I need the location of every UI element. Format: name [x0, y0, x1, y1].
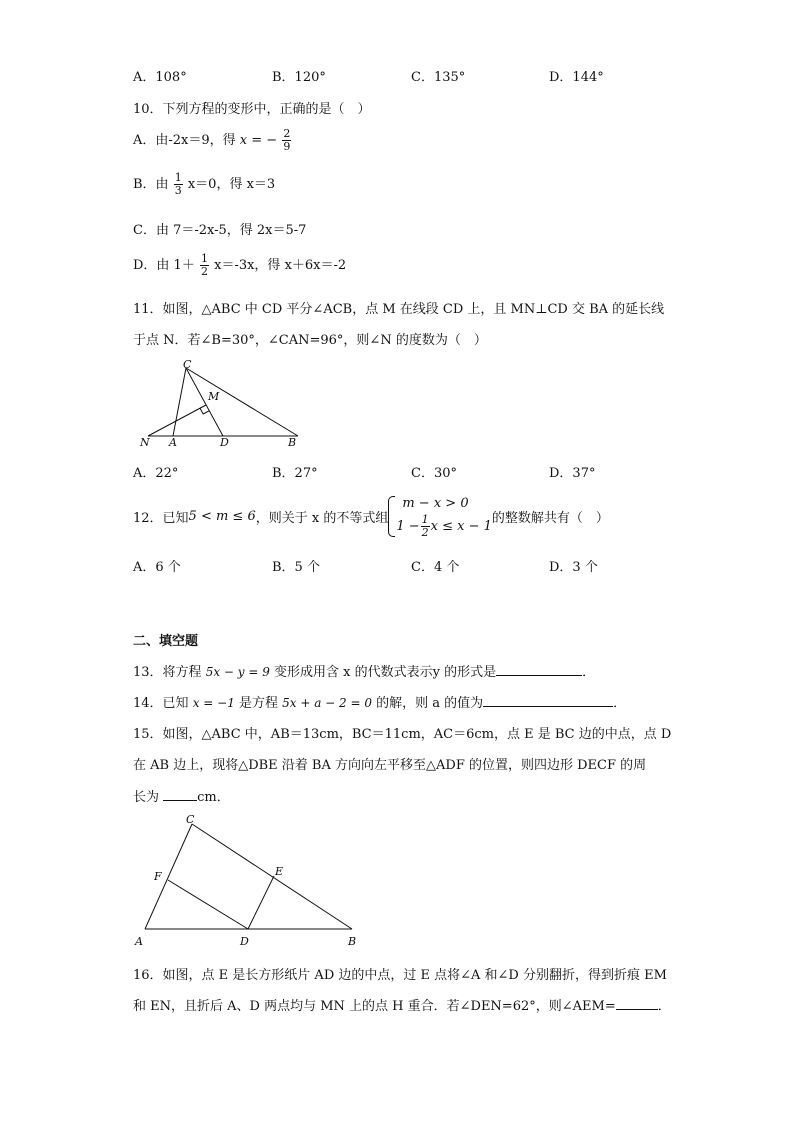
q15-label-b: B — [348, 935, 357, 948]
q11-label-c: C — [183, 358, 192, 371]
q14-equation: 5x + a − 2 = 0 — [282, 696, 373, 710]
q11-line-nm — [148, 405, 206, 436]
q15-figure — [130, 812, 370, 952]
q10-option-c: C．由 7＝-2x-5，得 2x＝5-7 — [133, 223, 307, 238]
q11-option-c: C．30° — [411, 466, 457, 481]
q12-sys-fraction — [421, 514, 430, 539]
q12-sys-row2-b: x ≤ x − 1 — [430, 518, 492, 534]
q12-option-c: C．4 个 — [411, 560, 460, 575]
q10-option-d — [133, 253, 346, 278]
q14-c: 的解，则 a 的值为 — [376, 696, 484, 711]
q15-line3-b: cm． — [197, 790, 230, 805]
q11-line-cb — [186, 368, 298, 436]
q12-mid: ，则关于 x 的不等式组 — [255, 510, 389, 526]
q14-a: 14．已知 — [133, 696, 189, 711]
q15-line-cb — [192, 824, 352, 929]
q16-line2-text: 和 EN，且折后 A、D 两点均与 MN 上的点 H 重合．若∠DEN=62°，则∠AEM= — [133, 999, 616, 1014]
q15-line-ac — [145, 824, 192, 929]
q12-inequality-system — [388, 494, 492, 539]
q11-label-b: B — [288, 436, 297, 448]
q11-line1: 11．如图，△ABC 中 CD 平分∠ACB，点 M 在线段 CD 上，且 MN⊥CD 交 BA 的延长线 — [133, 302, 665, 317]
q12-condition: 5 < m ≤ 6 — [188, 508, 256, 524]
q12-option-a: A．6 个 — [133, 560, 181, 575]
q12-option-b: B．5 个 — [272, 560, 320, 575]
q11-label-a: A — [169, 436, 177, 448]
q9-option-c: C．135° — [411, 70, 466, 85]
q10-d-prefix: D．由 1＋ — [133, 258, 195, 273]
q11-label-m: M — [208, 390, 220, 403]
q10-d-den: 2 — [200, 265, 208, 278]
q12-brace — [388, 496, 395, 537]
q15-answer-blank[interactable] — [163, 787, 197, 801]
section-title-fill-in: 二、填空题 — [133, 634, 199, 649]
q10-b-fraction — [174, 172, 183, 197]
q16-line2 — [133, 995, 671, 1014]
q10-option-a — [133, 128, 292, 153]
q10-a-fraction — [282, 128, 291, 153]
q15-line-de — [248, 876, 274, 929]
q11-label-d: D — [220, 436, 229, 448]
q10-stem: 10．下列方程的变形中，正确的是（ ） — [133, 102, 371, 117]
q12-sys-den: 2 — [421, 525, 429, 539]
q13-end: ． — [582, 665, 596, 680]
q10-option-b — [133, 172, 275, 197]
q10-a-den: 9 — [283, 140, 291, 153]
q15-label-e: E — [275, 865, 284, 878]
q14 — [133, 692, 626, 711]
q15-line3-a: 长为 — [133, 790, 160, 805]
q10-a-prefix: A．由-2x＝9，得 — [133, 133, 236, 148]
q10-a-math: x = − — [239, 133, 278, 148]
q11-line2: 于点 N．若∠B=30°，∠CAN=96°，则∠N 的度数为（ ） — [133, 333, 487, 348]
q12-sys-num: 1 — [421, 512, 429, 526]
q15-line2: 在 AB 边上，现将△DBE 沿着 BA 方向向左平移至△ADF 的位置，则四边形 DECF 的周 — [133, 758, 647, 773]
q10-d-num: 1 — [200, 252, 208, 265]
q13-answer-blank[interactable] — [496, 662, 582, 676]
q16-line1: 16．如图，点 E 是长方形纸片 AD 边的中点，过 E 点将∠A 和∠D 分别翻折，得到折痕 EM — [133, 968, 667, 983]
q13-b: 变形成用含 x 的代数式表示y 的形式是 — [274, 665, 497, 680]
q10-d-suffix: x＝-3x，得 x＋6x＝-2 — [214, 258, 347, 273]
q13-a: 13．将方程 — [133, 665, 202, 680]
q13 — [133, 661, 595, 680]
q9-option-a: A．108° — [133, 70, 187, 85]
q9-option-d: D．144° — [549, 70, 604, 85]
q15-line3 — [133, 786, 230, 805]
q10-b-suffix: x＝0，得 x＝3 — [187, 177, 276, 192]
q16-answer-blank[interactable] — [616, 996, 658, 1010]
q11-option-d: D．37° — [549, 466, 596, 481]
q15-line1: 15．如图，△ABC 中，AB＝13cm，BC＝11cm，AC＝6cm，点 E 是 BC 边的中点，点 D — [133, 727, 672, 742]
q12-sys-row2-a: 1 − — [396, 518, 420, 534]
q14-end: ． — [613, 696, 627, 711]
q12-sys-row1: m − x > 0 — [402, 495, 469, 511]
q11-option-b: B．27° — [272, 466, 318, 481]
q10-a-num: 2 — [283, 127, 291, 140]
q14-answer-blank[interactable] — [483, 693, 613, 707]
q15-label-c: C — [186, 813, 195, 826]
q12-stem — [133, 492, 609, 540]
q10-b-num: 1 — [174, 171, 182, 184]
q15-label-f: F — [154, 870, 162, 883]
q11-line-ca — [173, 368, 186, 436]
q14-equation-x: x = −1 — [192, 696, 235, 710]
q10-b-den: 3 — [174, 184, 182, 197]
q9-option-b: B．120° — [272, 70, 326, 85]
q11-figure — [138, 358, 308, 448]
q12-prefix: 12．已知 — [133, 510, 189, 526]
q11-option-a: A．22° — [133, 466, 179, 481]
q14-b: 是方程 — [238, 696, 278, 711]
q15-label-a: A — [135, 935, 143, 948]
q13-equation: 5x − y = 9 — [205, 665, 270, 679]
q15-line-fd — [168, 880, 248, 929]
q12-sys-row2 — [396, 514, 492, 539]
q12-suffix: 的整数解共有（ ） — [491, 510, 609, 526]
q15-label-d: D — [240, 935, 249, 948]
q16-end: ． — [657, 999, 671, 1014]
q11-label-n: N — [140, 436, 150, 448]
q10-d-fraction — [200, 253, 209, 278]
q12-option-d: D．3 个 — [549, 560, 598, 575]
q10-b-prefix: B．由 — [133, 177, 169, 192]
